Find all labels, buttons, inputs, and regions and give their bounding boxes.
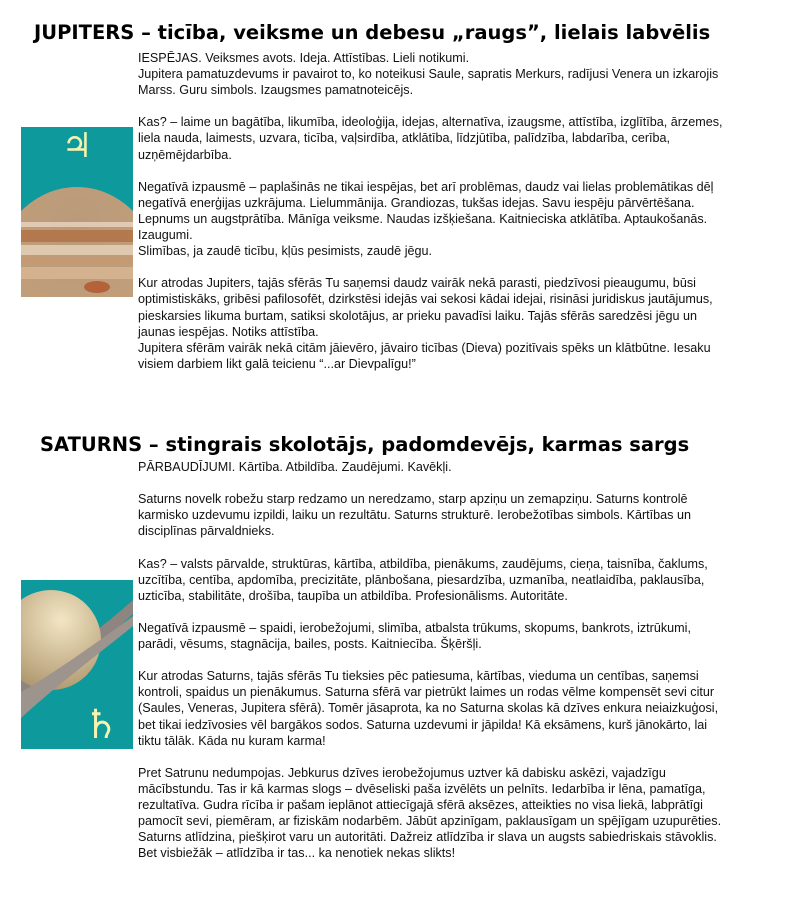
paragraph xyxy=(138,556,788,604)
text-line: Kas? – laime un bagātība, likumība, ideoloģija, idejas, alternatīva, izaugsme, attīstība, izglītība, ārzemes, xyxy=(138,115,723,130)
text-line: (Saules, Veneras, Jupitera sfērā). Tomēr jāsaprota, ka no Saturna skolas kā dzīves enkura neiaizkuģosi, xyxy=(138,701,719,716)
text-line: Lepnums un augstprātība. Mānīga veiksme. Naudas izšķiešana. Kaitnieciska atklātība. Aptaukošanās. xyxy=(138,211,708,226)
text-line: pamocīt sevi, piemēram, ar fiziskām nodarbēm. Jābūt apzinīgam, paklausīgam un spējīgam uzupurēties. xyxy=(138,814,722,829)
text-line: uzņēmējdarbība. xyxy=(138,147,232,162)
paragraph xyxy=(138,668,788,748)
saturn-title: SATURNS – stingrais skolotājs, padomdevējs, karmas sargs xyxy=(40,433,690,456)
text-line: karmisko uzdevumu izpildi, laiku un rezultātu. Saturns strukturē. Ierobežotības simbols. Kārtības un xyxy=(138,508,691,523)
text-line: bet tikai iedzīvosies vēl bargākos sodos. Saturna uzdevumi ir jāpilda! Kā eksāmens, kurš jānokārto, lai xyxy=(138,717,708,732)
text-line: disciplīnas pārvaldnieks. xyxy=(138,524,275,539)
text-line: Kur atrodas Jupiters, tajās sfērās Tu saņemsi daudz vairāk nekā parasti, piedzīvosi pieaugumu, būsi xyxy=(138,276,696,291)
text-line: parādi, vēsums, stagnācija, bailes, posts. Kaitniecība. Šķēršļi. xyxy=(138,637,482,652)
jupiter-planet-icon xyxy=(21,187,133,297)
jupiter-text xyxy=(138,50,788,388)
saturn-text xyxy=(138,459,788,877)
paragraph xyxy=(138,765,788,862)
text-line: Pret Satrunu nedumpojas. Jebkurus dzīves ierobežojumus uztver kā dabisku askēzi, vajadzīgu xyxy=(138,765,666,780)
text-line: mācībstundu. Tas ir kā karmas slogs – dvēseliski paša izvēlēts un pelnīts. Iedarbība ir lēna, pamatīga, xyxy=(138,781,706,796)
text-line: Negatīvā izpausmē – spaidi, ierobežojumi, slimība, atbalsta trūkums, skopums, bankrots, iztrūkumi, xyxy=(138,620,691,635)
jupiter-image xyxy=(21,127,133,297)
paragraph xyxy=(138,50,788,98)
text-line: uzticība, stabilitāte, drošība, taupība un atbildība. Profesionālisms. Autoritāte. xyxy=(138,588,568,603)
text-line: Jupitera sfērām vairāk nekā citām jāievēro, jāvairo ticības (Dieva) pozitīvais spēks un klātbūtne. Iesaku xyxy=(138,340,711,355)
saturn-symbol-icon xyxy=(83,702,119,748)
text-line: negatīvā enerģijas uzkrājuma. Lielummānija. Grandiozas, tukšas idejas. Savu iespēju pārvērtēšana. xyxy=(138,195,695,210)
text-line: rezultatīva. Gudra rīcība ir pašam ieplānot attiecīgajā sfērā aksēzes, atteikties no visa liekā, labprātīgi xyxy=(138,797,703,812)
svg-text:♃: ♃ xyxy=(61,127,93,166)
jupiter-title: JUPITERS – ticība, veiksme un debesu „raugs”, lielais labvēlis xyxy=(34,21,711,44)
text-line: Slimības, ja zaudē ticību, kļūs pesimists, zaudē jēgu. xyxy=(138,244,432,259)
paragraph xyxy=(138,114,788,162)
text-line: Bet visbiežāk – atlīdzība ir tas... ka nenotiek nekas slikts! xyxy=(138,846,456,861)
text-line: uzcītība, centība, apdomība, precizitāte, plānbošana, piesardzība, uzmanība, neatlaidība, paklausība, xyxy=(138,572,705,587)
paragraph xyxy=(138,620,788,652)
paragraph xyxy=(138,275,788,372)
saturn-image xyxy=(21,580,133,749)
text-line: Izaugumi. xyxy=(138,228,193,243)
paragraph xyxy=(138,491,788,539)
text-line: pieskarsies likuma burtam, satiksi skolotājus, ar prieku pavadīsi laiku. Tajās sfērās saredzēsi jēgu un xyxy=(138,308,698,323)
text-line: Jupitera pamatuzdevums ir pavairot to, ko noteikusi Saule, sapratis Merkurs, radījusi Venera un izkarojis xyxy=(138,67,719,82)
text-line: tiktu tālāk. Kāda nu kuram karma! xyxy=(138,733,326,748)
paragraph xyxy=(138,459,788,475)
text-line: liela nauda, laimests, uzvara, ticība, vaļsirdība, atklātība, līdzjūtība, palīdzība, labdarība, cerība, xyxy=(138,131,671,146)
text-line: optimistiskāks, gribēsi pafilosofēt, dzirkstēsi idejās vai sekosi kādai idejai, risināsi juridiskus jautājumus, xyxy=(138,292,713,307)
text-line: visiem darbiem likt galā teicienu “...ar Dievpalīgu!” xyxy=(138,356,416,371)
text-line: Kur atrodas Saturns, tajās sfērās Tu tieksies pēc patiesuma, kārtības, vieduma un centības, saņemsi xyxy=(138,669,699,684)
text-line: Kas? – valsts pārvalde, struktūras, kārtība, atbildība, pienākums, zaudējums, cieņa, taisnība, čaklums, xyxy=(138,556,708,571)
text-line: jaunas iespējas. Notiks attīstība. xyxy=(138,324,319,339)
svg-text:♄: ♄ xyxy=(83,702,119,748)
text-line: Saturns novelk robežu starp redzamo un neredzamo, starp apziņu un zemapziņu. Saturns kontrolē xyxy=(138,492,688,507)
text-line: PĀRBAUDĪJUMI. Kārtība. Atbildība. Zaudējumi. Kavēkļi. xyxy=(138,460,452,474)
text-line: kontroli, spaidus un pienākumus. Saturna sfērā var pietrūkt laimes un rodas vēlme kompensēt sevi citur xyxy=(138,685,715,700)
text-line: Negatīvā izpausmē – paplašinās ne tikai iespējas, bet arī problēmas, daudz vai lielas problemātikas dēļ xyxy=(138,179,714,194)
text-line: Saturns atlīdzina, piešķirot varu un autoritāti. Dažreiz atlīdzība ir slava un augsts sabiedriskais stāvoklis. xyxy=(138,830,717,845)
text-line: Marss. Guru simbols. Izaugsmes pamatnoteicējs. xyxy=(138,83,414,98)
text-line: IESPĒJAS. Veiksmes avots. Ideja. Attīstības. Lieli notikumi. xyxy=(138,51,470,65)
jupiter-symbol-icon xyxy=(62,127,92,166)
paragraph xyxy=(138,179,788,259)
